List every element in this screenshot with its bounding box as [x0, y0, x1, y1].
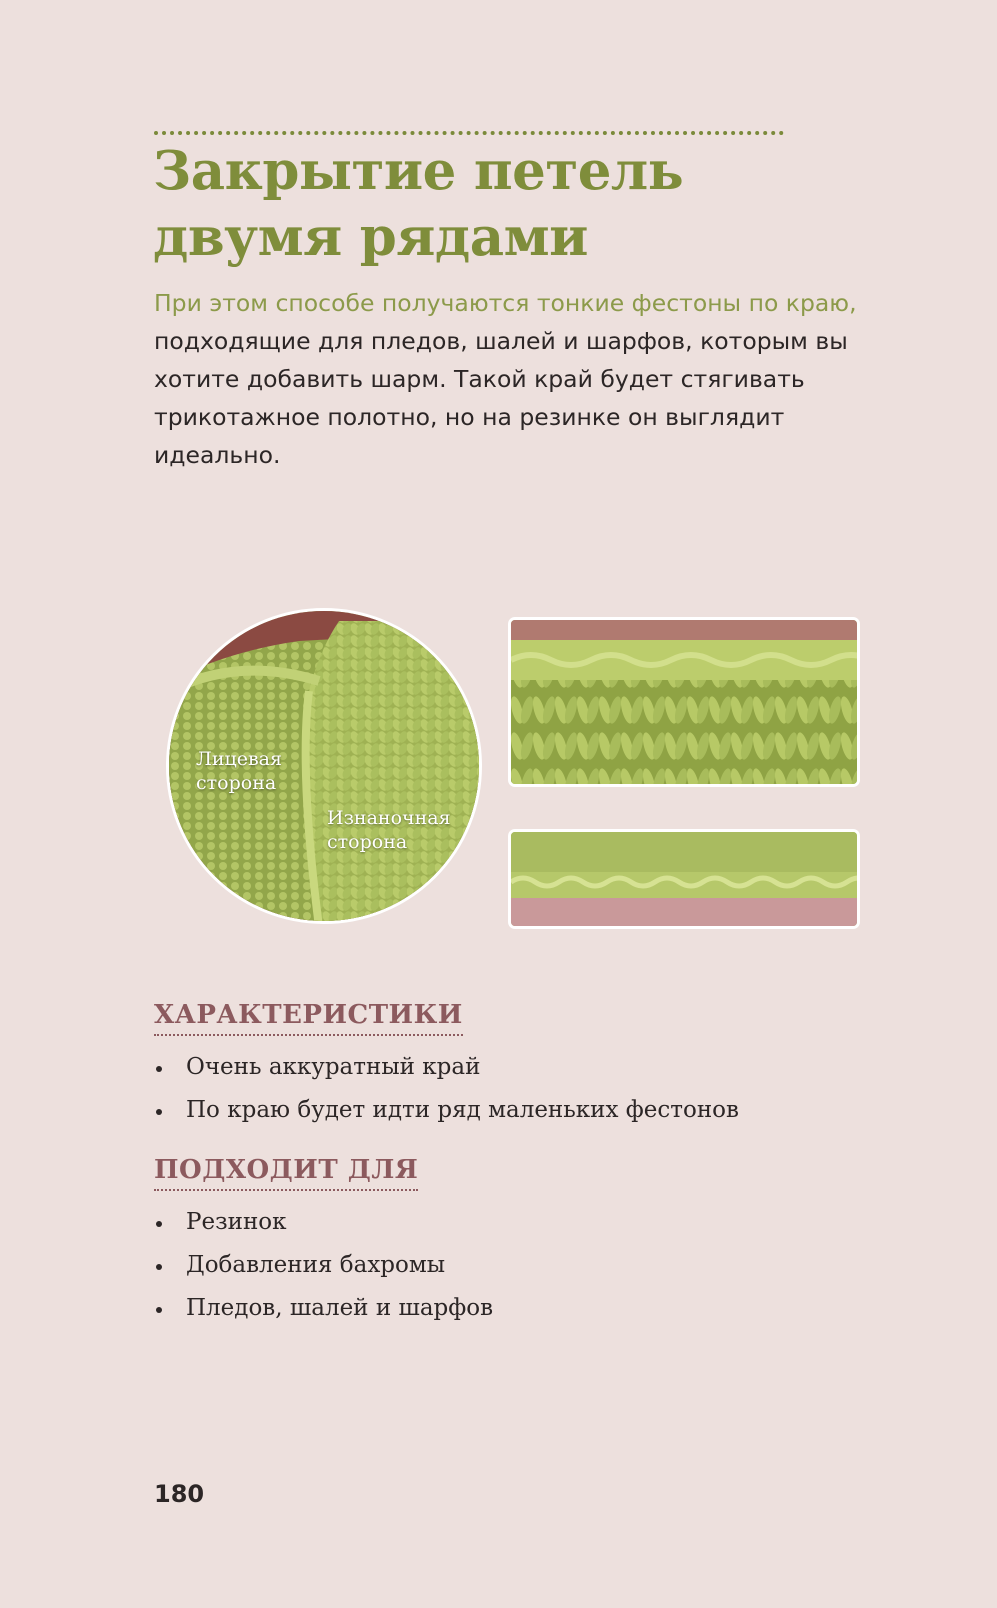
- title-dotted-rule: [154, 131, 784, 135]
- bind-off-front-photo: [508, 617, 860, 787]
- front-side-label: Лицевая сторона: [196, 748, 282, 794]
- list-item: Резинок: [154, 1201, 493, 1244]
- back-side-label: Изнаночная сторона: [327, 807, 451, 853]
- characteristics-heading: ХАРАКТЕРИСТИКИ: [154, 999, 463, 1036]
- bind-off-edge-photo: [508, 829, 860, 929]
- list-item: Пледов, шалей и шарфов: [154, 1287, 493, 1330]
- characteristics-list: [154, 1046, 739, 1132]
- list-item: По краю будет идти ряд маленьких фестонов: [154, 1089, 739, 1132]
- suitable-for-heading: ПОДХОДИТ ДЛЯ: [154, 1154, 418, 1191]
- suitable-for-list: [154, 1201, 493, 1330]
- intro-body: подходящие для пледов, шалей и шарфов, которым вы хотите добавить шарм. Такой край будет стягивать трикотажное полотно, но на резинке он выглядит идеально.: [154, 327, 848, 469]
- page-title: Закрытие петель двумя рядами: [153, 140, 684, 268]
- list-item: Добавления бахромы: [154, 1244, 493, 1287]
- intro-lead: При этом способе получаются тонкие фестоны по краю,: [154, 289, 857, 317]
- page-number: 180: [154, 1480, 205, 1508]
- intro-paragraph: [154, 284, 884, 474]
- list-item: Очень аккуратный край: [154, 1046, 739, 1089]
